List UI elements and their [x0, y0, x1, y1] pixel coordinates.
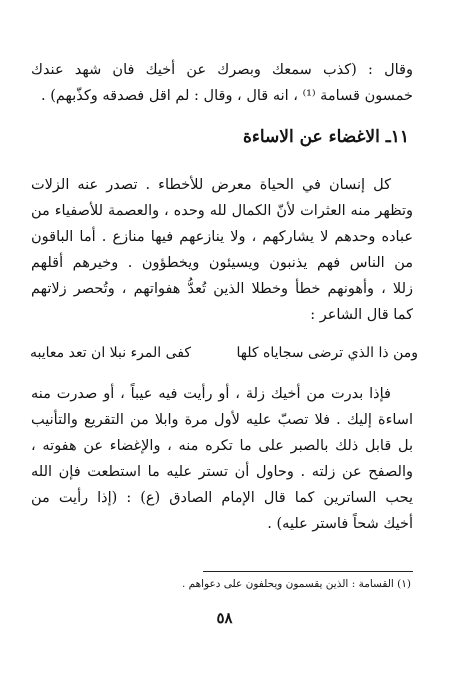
- paragraph-line: كما قال الشاعر :: [310, 307, 413, 323]
- section-heading: ١١ـ الاغضاء عن الاساءة: [242, 127, 409, 147]
- intro-line: وقال : (كذب سمعك وبصرك عن أخيك فان شهد عندك: [31, 62, 413, 78]
- paragraph-line: اساءة إليك . فلا تصبّ عليه لأول مرة وابلا من التقريع والتأنيب: [31, 412, 413, 428]
- paragraph-line: زللا ، وأهونهم خطأ وخطلا الذين تُعدُّ هفواتهم ، وتُحصر زلاتهم: [31, 281, 413, 297]
- paragraph-line: عباده وحدهم لا يشاركهم ، ولا ينازعهم فيها منازع . أما الباقون: [31, 229, 413, 245]
- paragraph-line: أخيك شحاً فاستر عليه) .: [267, 516, 413, 532]
- paragraph-line: من الناس فهم يذنبون ويسيئون ويخطؤون . وخيرهم أقلهم: [31, 255, 413, 271]
- footnote: (١) القسامة : الذين يقسمون ويحلفون على دعواهم .: [181, 578, 411, 590]
- paragraph-line: يحب الساترين كما قال الإمام الصادق (ع) : (إذا رأيت من: [31, 490, 413, 506]
- paragraph-line: وتظهر منه العثرات لأنّ الكمال لله وحده ، والعصمة للأصفياء من: [31, 203, 413, 219]
- paragraph-line: فإذا بدرت من أخيك زلة ، أو رأيت فيه عيباً ، أو صدرت منه: [31, 386, 391, 402]
- page-number: ٥٨: [216, 609, 233, 627]
- paragraph-line: بل قابل ذلك بالصبر على ما تكره منه ، والإغضاء عن هفوته ،: [31, 438, 413, 454]
- paragraph-line: والصفح عن زلته . وحاول أن تستر عليه ما استطعت فإن الله: [31, 464, 413, 480]
- intro-line: خمسون قسامة ⁽¹⁾ ، انه قال ، وقال : لم اقل فصدقه وكذّبهم) .: [41, 88, 413, 104]
- poem-verse: [30, 340, 418, 366]
- footnote-divider: [203, 571, 413, 572]
- verse-second-hemistich: كفى المرء نبلا ان تعد معايبه: [30, 345, 192, 361]
- paragraph-line: كل إنسان في الحياة معرض للأخطاء . تصدر عنه الزلات: [31, 177, 391, 193]
- verse-first-hemistich: ومن ذا الذي ترضى سجاياه كلها: [236, 345, 418, 361]
